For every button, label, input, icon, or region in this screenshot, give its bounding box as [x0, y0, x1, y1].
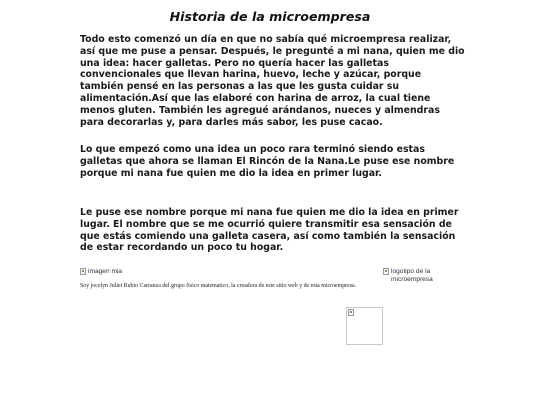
broken-image-icon: [80, 268, 86, 275]
company-logo-alt-text: logotipo de la microempresa: [391, 268, 433, 283]
image-placeholder: [346, 307, 383, 345]
story-paragraph-1: Todo esto comenzó un día en que no sabía qué microempresa realizar, así que me puse a pensar. Después, le pregunté a mi nana, quien me dio una idea: hacer galletas. Pero no quería hacer las galletas convencionales que llevan harina, huevo, leche y azúcar, porque también pensé en las personas a las que les gusta cuidar su alimentación.Así que las elaboré con harina de arroz, la cual tiene menos gluten. También les agregué arándanos, nueces y almendras para decorarlas y, para darles más sabor, les puse cacao.: [80, 34, 465, 128]
broken-image-icon: [383, 268, 389, 275]
author-caption: Soy jocelyn Juliet Rubio Carranza del grupo fisico matematico, la creadora de este sitio web y de esta microempresa.: [80, 283, 357, 289]
page-title: Historia de la microempresa: [169, 9, 371, 24]
company-logo: [383, 268, 443, 284]
story-paragraph-3: Le puse ese nombre porque mi nana fue quien me dio la idea en primer lugar. El nombre que se me ocurrió quiere transmitir esa sensación de que estás comiendo una galleta casera, así como también la sensación de estar recordando un poco tu hogar.: [80, 207, 459, 254]
story-paragraph-2: Lo que empezó como una idea un poco rara terminó siendo estas galletas que ahora se llaman El Rincón de la Nana.Le puse ese nombre porque mi nana fue quien me dio la idea en primer lugar.: [80, 144, 455, 179]
broken-image-icon: [348, 309, 354, 316]
author-photo: [80, 268, 122, 276]
author-photo-alt-text: imagen mia: [88, 268, 123, 275]
